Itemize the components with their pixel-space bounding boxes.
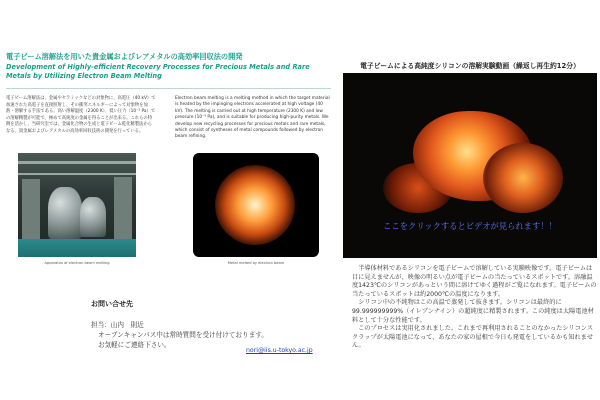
apparatus-photo (18, 153, 136, 257)
contact-heading: お問い合せ先 (91, 300, 133, 308)
poster-title-en: Development of Highly-efficient Recovery Processes for Precious Metals and Rare Metals by Utilizing Electron Beam Melting (6, 63, 310, 80)
video-description (352, 265, 598, 351)
description-jp: 電子ビーム溶解法は、金属やセラミックなどの対象物に、高電圧（40 kV）で加速された高電子を直接照射し、その衝突エネルギーによって対象物を加熱・溶解する手法である。高い溶解温度（2300 K）、低い圧力（10⁻³ Pa）での溶解精製が可能で、極めて高純度の金属を得ることが出来る。これらの特徴を活かし、当研究室では、金属化合物の生成と電子ビーム乾化精製法からなる、貴金属およびレアメタルの高効率回収技術の開発を行っている。 (6, 96, 156, 134)
contact-note-2: お気軽にご連絡下さい。 (98, 341, 171, 349)
contact-person: 担当：山内 則近 (91, 321, 144, 329)
contact-email-link[interactable]: nori@iis.u-tokyo.ac.jp (246, 347, 313, 354)
video-title: 電子ビームによる高純度シリコンの溶解実験動画（繰返し再生約12分） (360, 62, 580, 70)
video-paragraph-1: 半導体材料であるシリコンを電子ビームで溶解している実験映像です。電子ビームは目に見えませんが、映像の明るい点が電子ビームの当たっているスポットです。溶融温度1423℃のシリコンがあっという間に溶けてゆく過程がご覧になれます。電子ビームの当たっているスポットは約2000℃の温度になります。 (352, 265, 597, 298)
poster-title-jp: 電子ビーム溶解法を用いた貴金属およびレアメタルの高効率回収法の開発 (6, 52, 243, 61)
melt-photo (193, 153, 319, 257)
video-play-link[interactable]: ここをクリックするとビデオが見られます！！ (383, 221, 557, 231)
apparatus-caption: Apparatus of electron beam melting (44, 261, 110, 265)
title-divider (6, 88, 331, 89)
video-paragraph-3: このプロセスは実用化されました。これまで再利用されることのなかったシリコンスクラップが太陽電池になって、あなたの家の屋根で今日も発電をしているかも知れません。 (352, 325, 594, 350)
video-player[interactable] (343, 73, 597, 258)
melt-caption: Metal melted by electron beam (227, 261, 285, 265)
video-paragraph-2: シリコン中の不純物はこの高温で蒸発して抜きます。シリコンは最終的に99.999999999%（イレブンナイン）の超純度に精製されます。この純度は太陽電池材料として十分な性能です。 (352, 299, 594, 324)
description-en: Electron beam melting is a melting method in which the target material is heated by the impinging electrons accelerated at high voltage (40 kV). The melting is carried out at high temperature (2300 K) and low pressure (10⁻³ Pa), and is suitable for producing high-purity metals. We develop new recycling processes for precious metals and rare metals, which consist of syntheses of metal compounds followed by electron beam refining. (175, 96, 330, 140)
contact-note-1: オープンキャンパス中は常時質問を受け付けております。 (98, 331, 268, 339)
video-panel (340, 0, 600, 400)
